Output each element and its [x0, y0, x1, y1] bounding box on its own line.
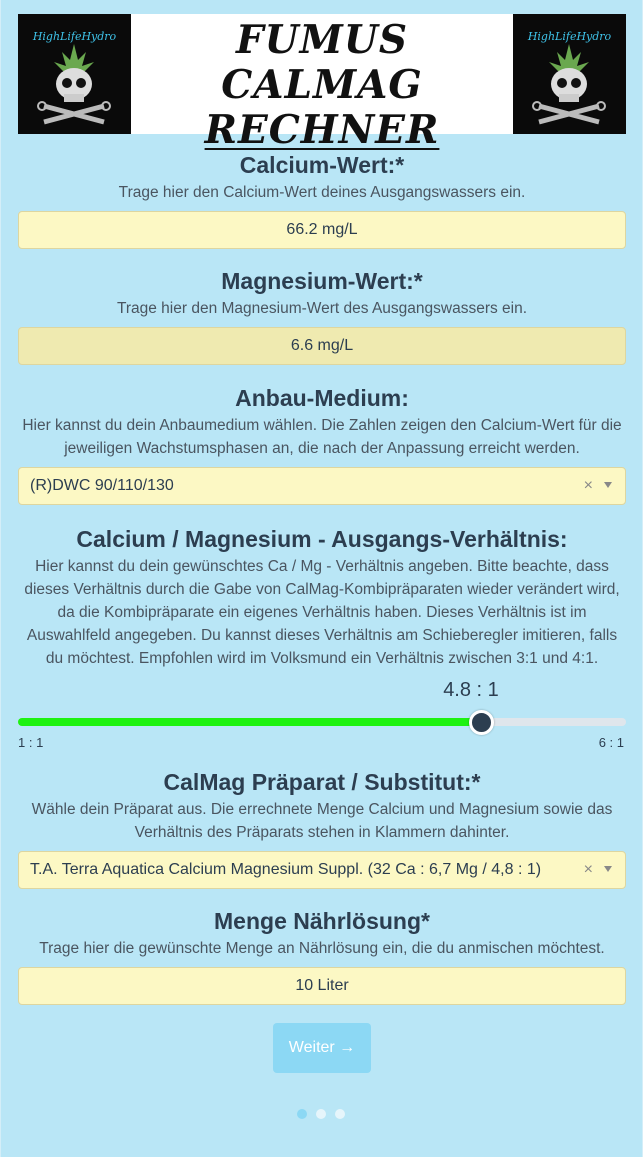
next-button[interactable]: Weiter →	[273, 1023, 371, 1073]
product-heading: CalMag Präparat / Substitut:*	[163, 769, 481, 795]
magnesium-description: Trage hier den Magnesium-Wert des Ausgangswassers ein.	[116, 300, 528, 317]
amount-input[interactable]: 10 Liter	[18, 967, 626, 1005]
app-title	[131, 18, 513, 153]
header-banner	[18, 14, 626, 153]
amount-section	[18, 907, 626, 960]
logo-text-left: HighLifeHydro	[32, 30, 117, 43]
calcium-section	[18, 151, 626, 204]
logo-text-right: HighLifeHydro	[527, 30, 612, 43]
calcium-heading: Calcium-Wert:*	[239, 152, 405, 178]
product-section	[18, 768, 626, 844]
magnesium-input[interactable]: 6.6 mg/L	[18, 327, 626, 365]
step-dot[interactable]	[335, 1109, 345, 1119]
skull-icon	[513, 26, 626, 134]
logo-left	[18, 14, 131, 134]
dropdown-arrow-icon[interactable]	[604, 482, 612, 488]
magnesium-section	[18, 267, 626, 320]
step-dot[interactable]	[316, 1109, 326, 1119]
step-dot[interactable]	[297, 1109, 307, 1119]
ratio-section	[18, 525, 626, 670]
medium-select[interactable]	[18, 467, 626, 505]
amount-heading: Menge Nährlösung*	[214, 908, 430, 934]
product-selected-value: T.A. Terra Aquatica Calcium Magnesium Suppl. (32 Ca : 6,7 Mg / 4,8 : 1)	[30, 861, 542, 878]
ratio-description: Hier kannst du dein gewünschtes Ca / Mg - Verhältnis angeben. Bitte beachte, dass dieses Verhältnis durch die Gabe von CalMag-Kombipräparaten wieder verändert wird, da die Kombipräparate ein eigenes Verhältnis haben. Dieses Verhältnis ist im Auswahlfeld angegeben. Du kannst dieses Verhältnis am Schieberegler imitieren, falls du möchtest. Empfohlen wird im Volksmund ein Verhältnis zwischen 3:1 und 4:1.	[24, 558, 620, 667]
calcium-description: Trage hier den Calcium-Wert deines Ausgangswassers ein.	[118, 184, 526, 201]
ratio-slider-handle[interactable]	[469, 710, 494, 735]
product-description: Wähle dein Präparat aus. Die errechnete Menge Calcium und Magnesium sowie das Verhältnis des Präparats stehen in Klammern dahinter.	[31, 801, 613, 841]
medium-selected-value: (R)DWC 90/110/130	[30, 477, 174, 494]
ratio-min-label: 1 : 1	[18, 735, 44, 750]
clear-icon[interactable]: ×	[583, 477, 593, 494]
clear-icon[interactable]: ×	[583, 861, 593, 878]
ratio-max-label: 6 : 1	[598, 735, 624, 750]
ratio-slider[interactable]	[18, 718, 626, 726]
amount-description: Trage hier die gewünschte Menge an Nährlösung ein, die du anmischen möchtest.	[39, 940, 605, 957]
step-indicator	[297, 1109, 345, 1119]
dropdown-arrow-icon[interactable]	[604, 866, 612, 872]
product-select[interactable]	[18, 851, 626, 889]
title-line-2: RECHNER	[204, 107, 440, 153]
medium-description: Hier kannst du dein Anbaumedium wählen. Die Zahlen zeigen den Calcium-Wert für die jeweiligen Wachstumsphasen an, die nach der Anpassung erreicht werden.	[22, 417, 622, 457]
ratio-slider-fill	[18, 718, 480, 726]
calcium-input[interactable]: 66.2 mg/L	[18, 211, 626, 249]
ratio-heading: Calcium / Magnesium - Ausgangs-Verhältnis:	[76, 526, 568, 552]
magnesium-heading: Magnesium-Wert:*	[221, 268, 423, 294]
medium-heading: Anbau-Medium:	[235, 385, 409, 411]
logo-right	[513, 14, 626, 134]
medium-section	[18, 384, 626, 460]
title-line-1: FUMUS CALMAG	[221, 17, 423, 108]
skull-icon	[18, 26, 131, 134]
ratio-value-label: 4.8 : 1	[443, 679, 499, 701]
